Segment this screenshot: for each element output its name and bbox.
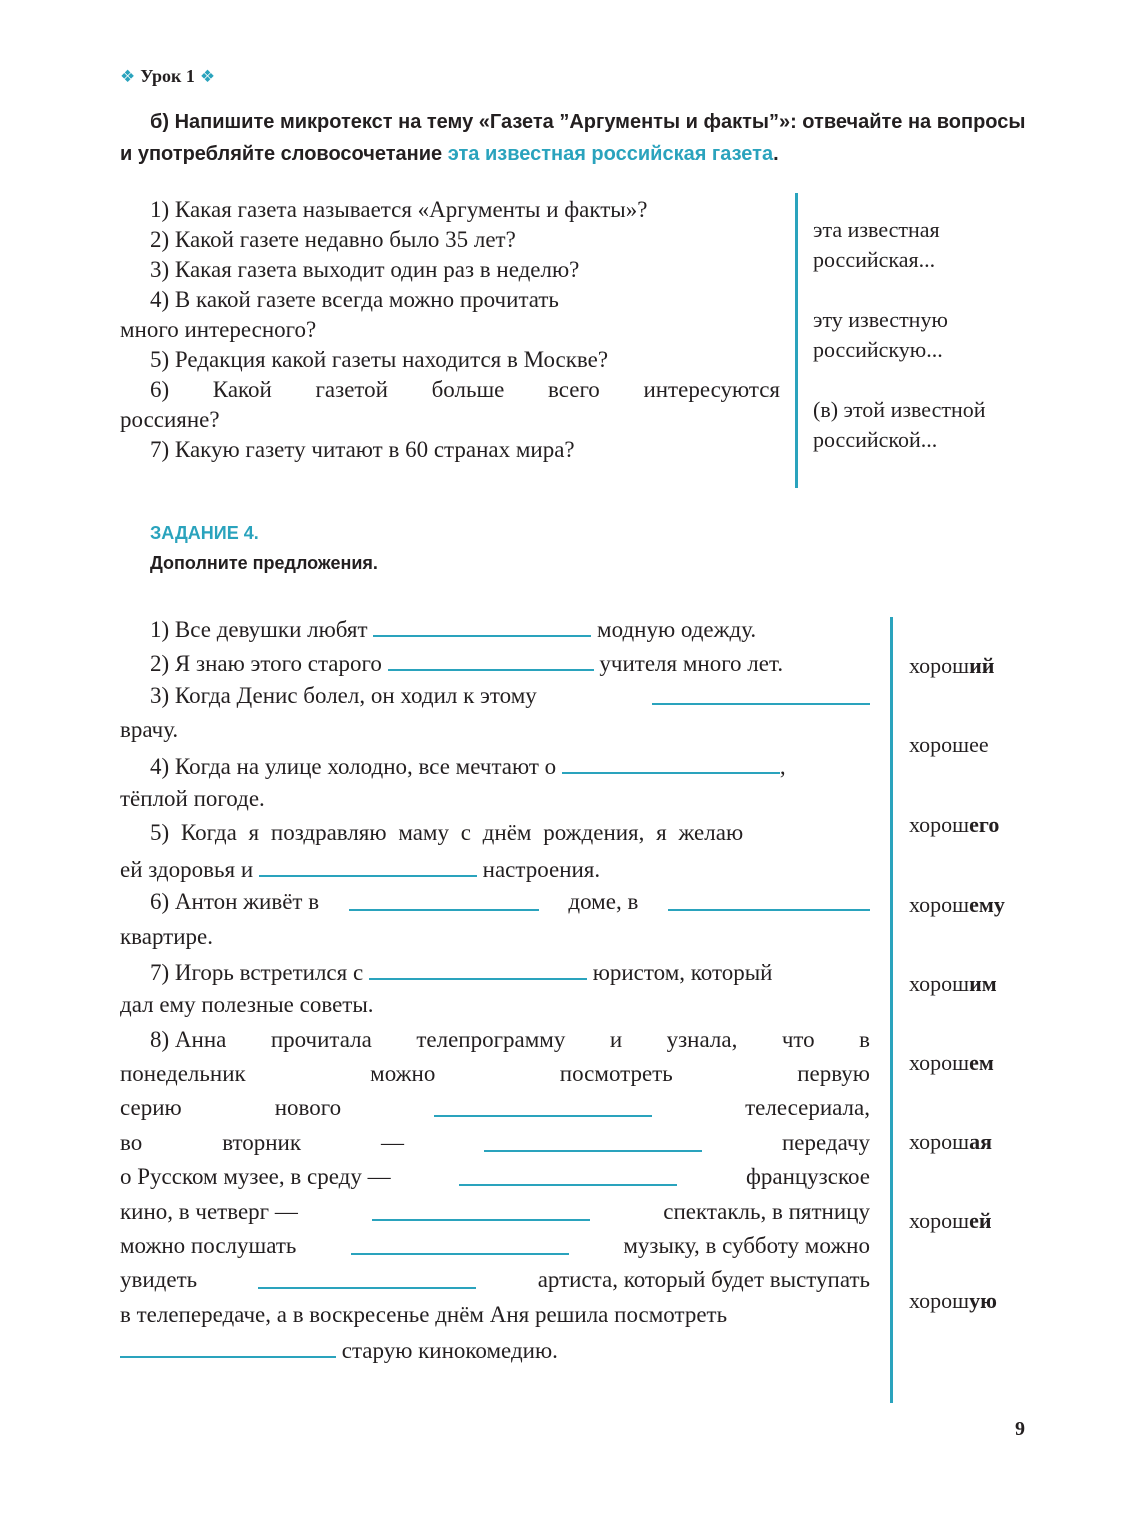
question-item: 7) Какую газету читают в 60 странах мира? <box>150 437 575 462</box>
sentence-8-line2 <box>120 1059 870 1089</box>
page-number: 9 <box>1015 1418 1025 1440</box>
sentence-text: учителя много лет. <box>599 651 784 676</box>
task4-instruction: Дополните предложения. <box>150 553 378 573</box>
sentence-8-line9 <box>120 1300 870 1330</box>
side-phrase-line: российскую... <box>813 337 943 362</box>
sentence-text: телесериала, <box>745 1095 870 1120</box>
sentence-text: телепрограмму <box>416 1027 566 1052</box>
question-item: 4) В какой газете всегда можно прочитать <box>150 287 559 312</box>
sentence-text: настроения. <box>482 857 601 882</box>
sentence-8-line4 <box>120 1128 870 1158</box>
sentence-7 <box>150 956 772 988</box>
sentence-5 <box>120 818 870 848</box>
side-phrase-line: эту известную <box>813 307 948 332</box>
answer-blank[interactable] <box>652 681 870 705</box>
question-item: 5) Редакция какой газеты находится в Москве? <box>150 347 609 372</box>
side-phrase-line: российская... <box>813 247 936 272</box>
sentence-text: вторник <box>222 1130 302 1155</box>
word-form: хорошего <box>909 812 1000 837</box>
sentence-text: , <box>779 754 786 779</box>
sentence-8-line6 <box>120 1197 870 1227</box>
sentence-text: 2) Я знаю этого старого <box>150 651 382 676</box>
task-b-instruction <box>120 106 1030 170</box>
sentence-text: увидеть <box>120 1267 198 1292</box>
sentence-text: передачу <box>781 1130 870 1155</box>
sentence-text: в <box>859 1027 870 1052</box>
side-phrase-line: (в) этой известной <box>813 397 986 422</box>
word-form: хороший <box>909 653 995 678</box>
sentence-text: 8) Анна <box>150 1027 227 1052</box>
sentence-8-line7 <box>120 1231 870 1261</box>
answer-blank[interactable] <box>349 887 539 911</box>
sentence-text: дал ему полезные советы. <box>120 992 374 1017</box>
answer-blank[interactable] <box>259 853 477 877</box>
side-phrase-line: российской... <box>813 427 938 452</box>
diamond-icon: ❖ <box>120 67 136 86</box>
sentence-text: спектакль, в пятницу <box>663 1199 870 1224</box>
sentence-5-cont <box>120 853 600 885</box>
sentence-6 <box>120 887 870 917</box>
sentence-text: тёплой погоде. <box>120 786 265 811</box>
question-list <box>120 195 780 465</box>
answer-blank[interactable] <box>372 1197 590 1221</box>
word-form: хорошем <box>909 1050 994 1075</box>
word-form: хорошую <box>909 1288 997 1313</box>
answer-blank[interactable] <box>258 1265 476 1289</box>
answer-blank[interactable] <box>434 1093 652 1117</box>
sentence-text: врачу. <box>120 717 179 742</box>
sentence-text: юристом, который <box>592 960 773 985</box>
answer-blank[interactable] <box>459 1162 677 1186</box>
divider-line <box>795 193 798 488</box>
sentence-text: узнала, <box>666 1027 738 1052</box>
sentence-text: что <box>781 1027 815 1052</box>
task-b-end: . <box>773 143 779 165</box>
sentence-text: 7) Игорь встретился с <box>150 960 364 985</box>
sentence-text: 6) Антон живёт в <box>150 889 320 914</box>
task-b-highlight: эта известная российская газета <box>447 143 774 165</box>
sentence-text: модную одежду. <box>597 617 757 642</box>
sentence-text: старую кинокомедию. <box>341 1338 558 1363</box>
sentence-text: прочитала <box>270 1027 372 1052</box>
side-phrase <box>813 215 940 275</box>
question-item: россияне? <box>120 407 220 432</box>
answer-blank[interactable] <box>668 887 870 911</box>
question-item: 6) Какой газетой больше всего интересуются <box>150 377 780 402</box>
sentence-text: ей здоровья и <box>120 857 254 882</box>
sentence-text: серию <box>120 1095 182 1120</box>
question-item: 3) Какая газета выходит один раз в неделю? <box>150 257 580 282</box>
sentence-3 <box>120 681 870 711</box>
question-item: 1) Какая газета называется «Аргументы и факты»? <box>150 197 648 222</box>
sentence-text: нового <box>274 1095 342 1120</box>
lesson-header <box>120 66 215 87</box>
answer-blank[interactable] <box>562 750 780 774</box>
sentence-text: можно послушать <box>120 1233 297 1258</box>
sentence-4 <box>150 750 786 782</box>
sentence-text: доме, в <box>568 889 639 914</box>
sentence-text: 5) Когда я поздравляю маму с днём рождения, я желаю <box>150 820 744 845</box>
sentence-text: артиста, который будет выступать <box>537 1267 870 1292</box>
sentence-8-line8 <box>120 1265 870 1295</box>
answer-blank[interactable] <box>388 647 594 671</box>
sentence-text: посмотреть <box>559 1061 673 1086</box>
task-b-text: б) Напишите микротекст на тему «Газета ”Аргументы и факты”»: отвечайте на вопросы и употребляйте словосочетание <box>120 111 1026 165</box>
side-phrase-line: эта известная <box>813 217 940 242</box>
sentence-1 <box>150 613 756 645</box>
side-phrase <box>813 395 986 455</box>
lesson-label: Урок 1 <box>140 66 195 86</box>
sentence-8-line10 <box>120 1334 558 1366</box>
sentence-8-line1 <box>120 1025 870 1055</box>
sentence-8-line5 <box>120 1162 870 1192</box>
answer-blank[interactable] <box>351 1231 569 1255</box>
sentence-8-line3 <box>120 1093 870 1123</box>
sentence-text: о Русском музее, в среду — <box>120 1164 391 1189</box>
word-form: хорошим <box>909 971 997 996</box>
answer-blank[interactable] <box>120 1334 336 1358</box>
word-form: хорошему <box>909 892 1005 917</box>
sentence-text: 4) Когда на улице холодно, все мечтают о <box>150 754 557 779</box>
sentence-text: 3) Когда Денис болел, он ходил к этому <box>150 683 537 708</box>
sentence-text: понедельник <box>120 1061 246 1086</box>
sentence-text: 1) Все девушки любят <box>150 617 368 642</box>
sentence-text: во <box>120 1130 143 1155</box>
sentence-text: первую <box>797 1061 870 1086</box>
sentence-text: квартире. <box>120 924 213 949</box>
divider-line <box>890 617 893 1403</box>
task4-title: ЗАДАНИЕ 4. <box>150 523 259 543</box>
side-phrase <box>813 305 948 365</box>
sentence-text: — <box>381 1130 404 1155</box>
sentence-text: кино, в четверг — <box>120 1199 298 1224</box>
sentence-2 <box>150 647 783 679</box>
sentence-text: и <box>609 1027 623 1052</box>
sentence-text: музыку, в субботу можно <box>623 1233 870 1258</box>
diamond-icon: ❖ <box>199 67 216 86</box>
word-form: хорошее <box>909 732 989 757</box>
sentence-text: можно <box>370 1061 436 1086</box>
sentence-text: в телепередаче, а в воскресенье днём Аня решила посмотреть <box>120 1302 728 1327</box>
answer-blank[interactable] <box>369 956 587 980</box>
sentence-text: французское <box>745 1164 870 1189</box>
answer-blank[interactable] <box>373 613 591 637</box>
word-form: хорошая <box>909 1129 993 1154</box>
question-item: много интересного? <box>120 317 317 342</box>
answer-blank[interactable] <box>484 1128 702 1152</box>
word-form: хорошей <box>909 1208 992 1233</box>
question-item: 2) Какой газете недавно было 35 лет? <box>150 227 516 252</box>
